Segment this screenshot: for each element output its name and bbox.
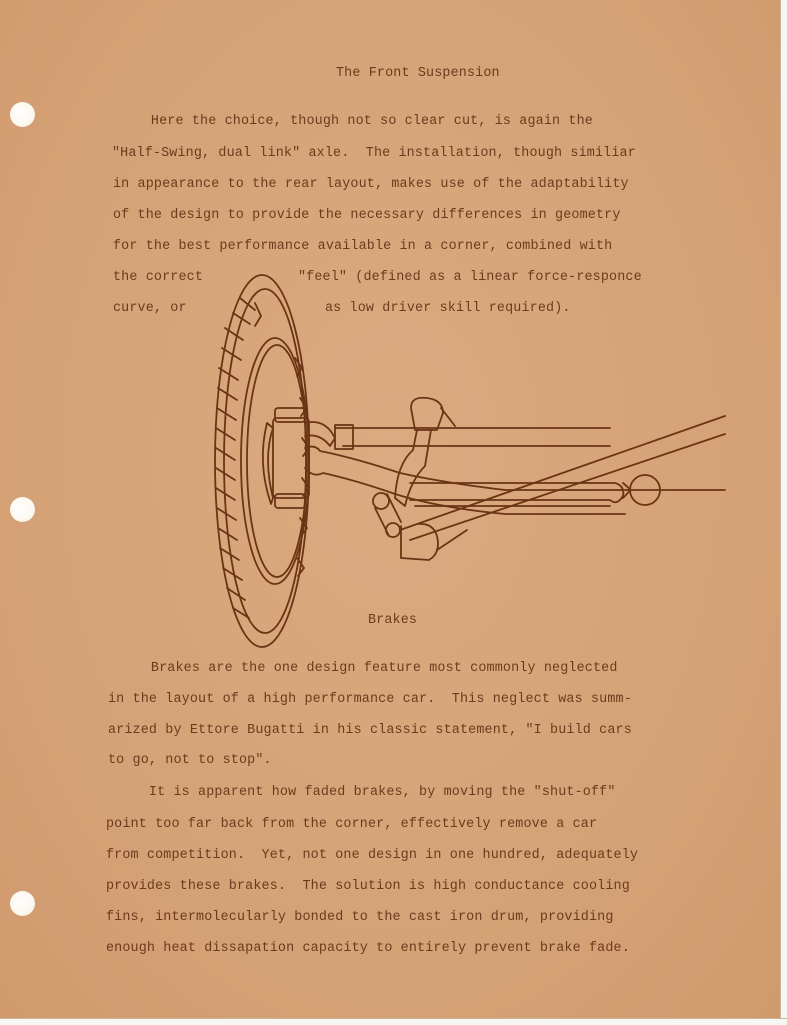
paragraph-line: of the design to provide the necessary differences in geometry (113, 208, 621, 223)
paragraph-line: the correct (113, 270, 204, 285)
paragraph-line: fins, intermolecularly bonded to the cast iron drum, providing (106, 910, 614, 925)
paragraph-line: to go, not to stop". (108, 753, 272, 768)
paragraph-line: as low driver skill required). (325, 301, 571, 316)
shock-top-line (441, 408, 455, 426)
radius-rod-lower (410, 434, 725, 540)
wheel-rim-inner (247, 345, 307, 577)
trailing-link (410, 483, 623, 502)
hub-cap-bottom (275, 494, 305, 508)
paragraph-line: in the layout of a high performance car. This neglect was summ- (108, 692, 632, 707)
paragraph-line: from competition. Yet, not one design in one hundred, adequately (106, 848, 639, 863)
page-title: The Front Suspension (336, 66, 500, 81)
hub-carrier (273, 418, 309, 498)
pivot-upper (373, 493, 389, 509)
shock-top (411, 398, 443, 430)
paragraph-line: for the best performance available in a corner, combined with (113, 239, 613, 254)
hub-cap-top (275, 408, 305, 422)
radius-rod-upper (400, 416, 725, 530)
section-heading-brakes: Brakes (368, 613, 418, 628)
brake-line (437, 530, 467, 550)
paragraph-line: Here the choice, though not so clear cut, is again the (110, 114, 593, 129)
upper-arm (335, 428, 610, 446)
paragraph-line: Brakes are the one design feature most commonly neglected (110, 661, 618, 676)
paragraph-line: curve, or (113, 301, 187, 316)
tire-inner (224, 289, 306, 633)
wheel-rim (241, 338, 309, 584)
scan-border-right (780, 0, 787, 1024)
punch-hole-top (10, 102, 35, 127)
punch-hole-bottom (10, 891, 35, 916)
suspension-illustration (205, 268, 730, 653)
paragraph-line: in appearance to the rear layout, makes use of the adaptability (113, 177, 629, 192)
paragraph-line: "Half-Swing, dual link" axle. The installation, though similiar (112, 146, 636, 161)
paragraph-line: arized by Ettore Bugatti in his classic statement, "I build cars (108, 723, 632, 738)
paragraph-line: provides these brakes. The solution is high conductance cooling (106, 879, 630, 894)
paragraph-line: "feel" (defined as a linear force-responce (298, 270, 642, 285)
upright (395, 430, 431, 506)
paragraph-line: It is apparent how faded brakes, by moving the "shut-off" (108, 785, 616, 800)
paragraph-line: point too far back from the corner, effectively remove a car (106, 817, 598, 832)
brake-drum (401, 524, 438, 560)
punch-hole-middle (10, 497, 35, 522)
paragraph-line: enough heat dissapation capacity to entirely prevent brake fade. (106, 941, 630, 956)
wheel-hub (263, 423, 273, 504)
